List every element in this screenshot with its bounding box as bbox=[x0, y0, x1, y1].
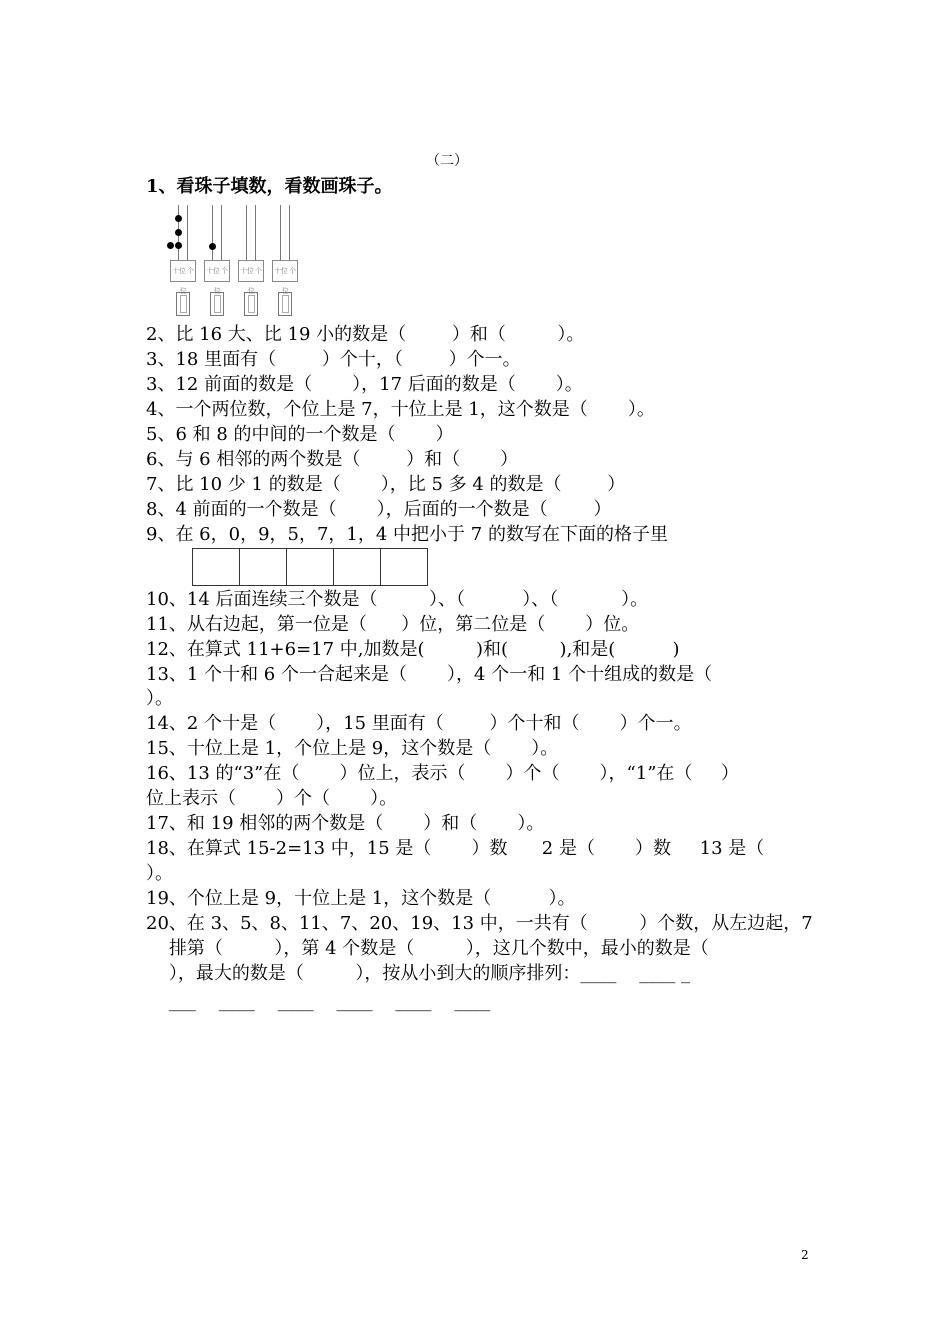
bead bbox=[175, 215, 182, 222]
question-3a: 3、18 里面有（ ）个十，（ ）个一。 bbox=[146, 349, 521, 370]
question-13-cont: ）。 bbox=[146, 688, 173, 709]
question-18: 18、在算式 15-2=13 中，15 是（ ）数 2 是（ ）数 13 是（ bbox=[146, 838, 765, 859]
abacus-4 bbox=[272, 205, 298, 317]
abacus-3 bbox=[238, 205, 264, 317]
question-20-line2: 排第（ ），第 4 个数是（ ），这几个数中，最小的数是（ bbox=[146, 938, 709, 959]
page-number: 2 bbox=[801, 1248, 809, 1262]
question-13: 13、1 个十和 6 个一合起来是（ ），4 个一和 1 个十组成的数是（ bbox=[146, 664, 713, 685]
abacus-label: 十位 个位 bbox=[204, 260, 230, 282]
grid-cell[interactable] bbox=[334, 549, 381, 585]
question-11: 11、从右边起，第一位是（ ）位，第二位是（ ）位。 bbox=[146, 614, 640, 635]
question-8: 8、4 前面的一个数是（ ），后面的一个数是（ ） bbox=[146, 499, 612, 520]
question-2: 2、比 16 大、比 19 小的数是（ ）和（ ）。 bbox=[146, 324, 585, 345]
abacus-1 bbox=[170, 205, 196, 317]
grid-cell[interactable] bbox=[240, 549, 287, 585]
question-12: 12、在算式 11+6=17 中,加数是( )和( ),和是( ) bbox=[146, 639, 680, 660]
question-7: 7、比 10 少 1 的数是（ ），比 5 多 4 的数是（ ） bbox=[146, 474, 626, 495]
answer-box[interactable] bbox=[210, 292, 224, 316]
question-6: 6、与 6 相邻的两个数是（ ）和（ ） bbox=[146, 449, 519, 470]
question-20-line4: ___ ____ ____ ____ ____ ____ bbox=[146, 991, 491, 1012]
abacus-label: 十位 个位 bbox=[272, 260, 298, 282]
grid-cell[interactable] bbox=[287, 549, 334, 585]
abacus-label: 十位 个位 bbox=[238, 260, 264, 282]
answer-box[interactable] bbox=[244, 292, 258, 316]
question-20-line3: ），最大的数是（ ），按从小到大的顺序排列：____ ____ _ bbox=[146, 963, 690, 984]
question-19: 19、个位上是 9，十位上是 1，这个数是（ ）。 bbox=[146, 888, 576, 909]
question-10: 10、14 后面连续三个数是（ ）、（ ）、（ ）。 bbox=[146, 589, 649, 610]
bead bbox=[175, 229, 182, 236]
question-5: 5、6 和 8 的中间的一个数是（ ） bbox=[146, 424, 454, 445]
answer-box[interactable] bbox=[278, 292, 292, 316]
bead bbox=[167, 242, 174, 249]
question-4: 4、一个两位数，个位上是 7，十位上是 1，这个数是（ ）。 bbox=[146, 399, 655, 420]
question-18-cont: ）。 bbox=[146, 863, 173, 884]
question-9: 9、在 6，0，9，5，7，1，4 中把小于 7 的数写在下面的格子里 bbox=[146, 524, 668, 545]
question-3b: 3、12 前面的数是（ ），17 后面的数是（ ）。 bbox=[146, 374, 583, 395]
question-16: 16、13 的“3”在（ ）位上，表示（ ）个（ ），“1”在（ ） bbox=[146, 763, 740, 784]
answer-box[interactable] bbox=[176, 292, 190, 316]
grid-cell[interactable] bbox=[381, 549, 427, 585]
page-title: （二） bbox=[426, 153, 468, 169]
question-16-cont: 位上表示（ ）个（ ）。 bbox=[146, 788, 398, 809]
abacus-label: 十位 个位 bbox=[170, 260, 196, 282]
answer-grid bbox=[192, 548, 428, 586]
question-20: 20、在 3、5、8、11、7、20、19、13 中，一共有（ ）个数，从左边起，7 bbox=[146, 913, 813, 934]
question-14: 14、2 个十是（ ），15 里面有（ ）个十和（ ）个一。 bbox=[146, 713, 692, 734]
question-15: 15、十位上是 1，个位上是 9，这个数是（ ）。 bbox=[146, 738, 559, 759]
question-17: 17、和 19 相邻的两个数是（ ）和（ ）。 bbox=[146, 813, 545, 834]
abacus-figure bbox=[170, 205, 300, 317]
abacus-2 bbox=[204, 205, 230, 317]
question-1: 1、看珠子填数，看数画珠子。 bbox=[146, 176, 393, 197]
bead bbox=[209, 243, 216, 250]
bead bbox=[175, 242, 182, 249]
grid-cell[interactable] bbox=[193, 549, 240, 585]
